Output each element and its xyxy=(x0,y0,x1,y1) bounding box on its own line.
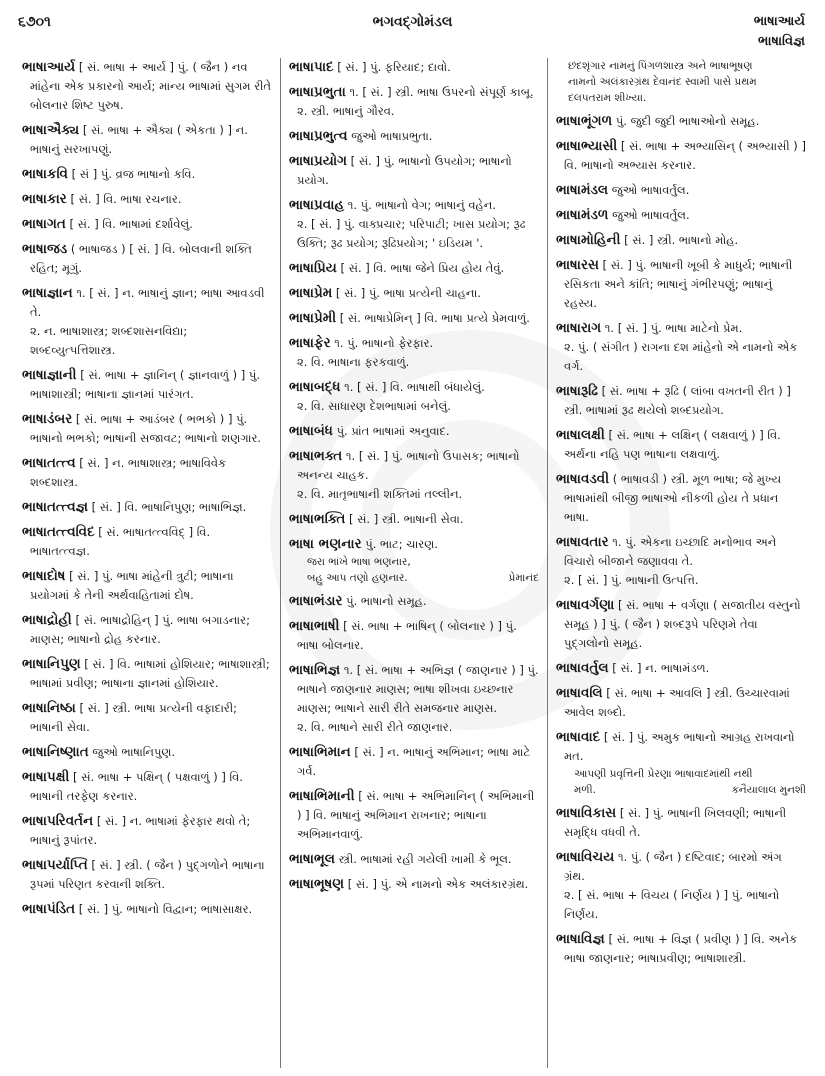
page-number: ૬૭૦૧ xyxy=(18,14,51,30)
definition: [ સં. ] પું. એ નામનો એક અલંકારગ્રંથ. xyxy=(347,877,529,891)
dictionary-entry xyxy=(22,743,272,762)
definition: [ સં. ભાષા + જ્ઞાનિન્ ( જ્ઞાનવાળું ) ] પું. ભાષાશાસ્ત્રી; ભાષાના જ્ઞાનમાં પારંગત. xyxy=(30,368,260,401)
headword: ભાષાભક્તિ xyxy=(289,511,346,527)
column-right xyxy=(547,58,814,1068)
headword: ભાષાઐક્ય xyxy=(22,122,80,138)
quote-line: દલપતરામ શીખ્યા. xyxy=(568,92,647,104)
headword: ભાષાજડ xyxy=(22,241,68,257)
definition: [ સં. ભાષા + અભિમાનિન્ ( અભિમાની ) ] વિ. ભાષાનું અભિમાન રાખનાર; ભાષાના અભિમાનવાળું. xyxy=(297,789,535,841)
dictionary-entry xyxy=(22,58,272,115)
headword: ભાષાલક્ષી xyxy=(556,427,605,443)
headword: ભાષાપક્ષી xyxy=(22,769,70,785)
definition: [ સં. ભાષા + અભ્યાસિન્ ( અભ્યાસી ) ] વિ. ભાષાનો અભ્યાસ કરનાર. xyxy=(564,139,806,172)
headword: ભાષાતત્ત્વ xyxy=(22,455,76,471)
dictionary-entry xyxy=(22,284,272,360)
headword: ભાષારૂઢિ xyxy=(556,383,598,399)
definition: [ સં. ભાષા + વિજ્ઞ ( પ્રવીણ ) ] વિ. અનેક ભાષા જાણનાર; ભાષાપ્રવીણ; ભાષાશાસ્ત્રી. xyxy=(564,932,798,965)
sense: ૨. વિ. ભાષાને સારી રીતે જાણનાર. xyxy=(297,720,453,734)
dictionary-entry xyxy=(22,121,272,159)
guide-word-last: ભાષાવિજ્ઞ xyxy=(758,34,805,49)
definition: ૧. [ સં. ] ન. ભાષાનું જ્ઞાન; ભાષા આવડવી તે. xyxy=(30,286,265,319)
dictionary-entry xyxy=(22,856,272,894)
column-left xyxy=(14,58,280,1068)
headword: ભાષાબંધ xyxy=(289,423,333,439)
definition: ૧. પું. એકના ઇચ્છાદિ મનોભાવ અને વિચારો બીજાને જણાવવા તે. xyxy=(564,535,777,568)
sense: ૨. ન. ભાષાશાસ્ત્ર; શબ્દશાસનવિદ્યા; શબ્દવ્યુત્પત્તિશાસ્ત્ર. xyxy=(30,324,188,357)
definition: [ સં. ] પું. ભાષાની ખૂબી કે માધુર્ય; ભાષાની રસિકતા અને કાંતિ; ભાષાનું ગંભીરપણું; ભાષાનું રહસ્ય. xyxy=(564,258,793,310)
dictionary-entry xyxy=(556,470,806,527)
headword: ભાષાતત્ત્વજ્ઞ xyxy=(22,499,88,515)
dictionary-entry xyxy=(556,659,806,678)
definition: [ સં. ભાષા + પક્ષિન્ ( પક્ષવાળું ) ] વિ. ભાષાની તરફેણ કરનાર. xyxy=(30,770,243,803)
quotation-author: કનૈયાલાલ મુનશી xyxy=(731,784,806,796)
definition: પું. પ્રાંત ભાષામાં અનુવાદ. xyxy=(336,424,450,438)
dictionary-entry xyxy=(289,58,539,77)
headword: ભાષાનિષ્ણાત xyxy=(22,744,89,760)
dictionary-entry xyxy=(22,410,272,448)
definition: જુઓ ભાષાવર્તુલ. xyxy=(612,208,690,222)
dictionary-entry xyxy=(289,875,539,894)
dictionary-entry xyxy=(556,112,806,131)
headword: ભાષાવિજ્ઞ xyxy=(556,931,605,947)
headword: ભાષામોહિની xyxy=(556,232,621,248)
headword: ભાષાભૂલ xyxy=(289,851,335,867)
dictionary-entry xyxy=(556,848,806,924)
headword: ભાષાભાષી xyxy=(289,618,340,634)
headword: ભાષાપ્રવાહ xyxy=(289,197,345,213)
quotation-line xyxy=(556,782,806,798)
headword: ભાષાવર્ગણા xyxy=(556,597,615,613)
definition: [ સં. ] પું. અમુક ભાષાનો આગ્રહ રાખવાનો મત. xyxy=(564,730,795,763)
definition: [ સં. ] ન. ભાષાશાસ્ત્ર; ભાષાવિવેક શબ્દશાસ્ત્ર. xyxy=(30,456,227,489)
dictionary-entry xyxy=(556,426,806,464)
definition: [ સં. ] પું. ભાષાનો ઉપયોગ; ભાષાનો પ્રયોગ. xyxy=(297,154,512,187)
dictionary-entry xyxy=(556,319,806,376)
definition: ૧. [ સં. ] વિ. ભાષાથી બંધાયેલું. xyxy=(344,380,485,394)
definition: [ સં ] પું. વ્રજ ભાષાનો કવિ. xyxy=(71,167,196,181)
definition: [ સં. ભાષા + ભાષિન્ ( બોલનાર ) ] પું. ભાષા બોલનાર. xyxy=(297,619,517,652)
dictionary-entry xyxy=(289,447,539,504)
dictionary-entry xyxy=(22,699,272,737)
dictionary-entry xyxy=(289,787,539,844)
quotation-line xyxy=(556,766,806,782)
headword: ભાષાપ્રયોગ xyxy=(289,153,348,169)
dictionary-entry xyxy=(556,382,806,420)
definition: [ સં. ભાષા + આવલિ ] સ્ત્રી. ઉચ્ચારવામાં આવેલ શબ્દો. xyxy=(564,686,790,719)
dictionary-entry xyxy=(289,309,539,328)
dictionary-entry xyxy=(289,743,539,781)
dictionary-entry xyxy=(289,850,539,869)
dictionary-entry xyxy=(22,768,272,806)
definition: જુઓ ભાષાપ્રભુતા. xyxy=(351,129,433,143)
dictionary-entry xyxy=(556,256,806,313)
definition: [ સં. ] ન. ભાષાનું અભિમાન; ભાષા માટે ગર્વ. xyxy=(297,745,531,778)
definition: ( ભાષાવડી ) સ્ત્રી. મૂળ ભાષા; જે મુખ્ય ભાષામાંથી બીજી ભાષાઓ નીકળી હોય તે પ્રધાન ભાષા. xyxy=(564,472,782,524)
definition: [ સં. ] સ્ત્રી. ભાષાનો મોહ. xyxy=(624,233,739,247)
headword: ભાષાપંડિત xyxy=(22,901,76,917)
definition: [ સં. ] સ્ત્રી. ભાષાની સેવા. xyxy=(348,512,464,526)
headword: ભાષારસ xyxy=(556,257,599,273)
headword: ભાષાવડવી xyxy=(556,471,610,487)
definition: [ સં. ] ન. ભાષામાં ફેરફાર થવો તે; ભાષાનું રૂપાંતર. xyxy=(30,814,251,847)
headword: ભાષાબદ્ધ xyxy=(289,379,341,395)
definition: [ સં. ] વિ. ભાષામાં હોશિયાર; ભાષાશાસ્ત્રી; ભાષામાં પ્રવીણ; ભાષાના જ્ઞાનમાં હોશિયાર. xyxy=(30,657,270,690)
headword: ભાષાનિષ્ઠા xyxy=(22,700,76,716)
definition: ૧. [ સં. ભાષા + અભિજ્ઞ ( જાણનાર ) ] પું. ભાષાને જાણનાર માણસ; ભાષા શીખવા ઇચ્છનાર માણસ; ભાષાને સારી રીતે સમજનાર માણસ. xyxy=(297,663,539,715)
definition: પું. જુદી જુદી ભાષાઓનો સમૂહ. xyxy=(615,114,760,128)
headword: ભાષાજ્ઞાની xyxy=(22,367,77,383)
definition: [ સં. ભાષા + ઐક્ય ( એકતા ) ] ન. ભાષાનું સરખાપણું. xyxy=(30,123,248,156)
definition: [ સં. ભાષાદ્રોહિન્ ] પું. ભાષા બગાડનાર; માણસ; ભાષાનો દ્રોહ કરનાર. xyxy=(30,613,250,646)
headword: ભાષાભિમાન xyxy=(289,744,351,760)
headword: ભાષાકવિ xyxy=(22,166,68,182)
definition: ૧. પું. ભાષાનો ફેરફાર. xyxy=(334,336,434,350)
dictionary-entry xyxy=(556,137,806,175)
definition: જુઓ ભાષાનિપુણ. xyxy=(92,745,176,759)
dictionary-entry xyxy=(22,655,272,693)
dictionary-entry xyxy=(556,684,806,722)
dictionary-entry xyxy=(556,231,806,250)
dictionary-entry xyxy=(289,422,539,441)
definition: ( ભાષાજડ ) [ સં. ] વિ. બોલવાની શક્તિ રહિત; મૂગું. xyxy=(30,242,252,275)
dictionary-entry xyxy=(289,378,539,416)
sense: ૨. વિ. માતૃભાષાની શક્તિમાં તલ્લીન. xyxy=(297,487,463,501)
guide-word-first: ભાષાઆર્ય xyxy=(753,14,805,29)
dictionary-entry xyxy=(556,728,806,798)
headword: ભાષાકાર xyxy=(22,191,67,207)
headword: ભાષાવિકાસ xyxy=(556,805,617,821)
dictionary-entry xyxy=(289,661,539,737)
guide-words xyxy=(754,12,805,52)
headword: ભાષાતત્ત્વવિદ xyxy=(22,524,95,540)
headword: ભાષાપ્રેમ xyxy=(289,285,333,301)
dictionary-entry xyxy=(289,259,539,278)
definition: [ સં. ] વિ. ભાષા રચનાર. xyxy=(70,192,182,206)
sense: ૨. પું. ( સંગીત ) રાગના દશ માંહેનો એ નામનો એક વર્ગ. xyxy=(564,340,798,373)
dictionary-entry xyxy=(22,215,272,234)
dictionary-entry xyxy=(289,535,539,586)
definition: ૧. પું. ( જૈન ) દષ્ટિવાદ; બારમો અંગ ગ્રંથ. xyxy=(564,850,782,883)
quotation-line xyxy=(289,570,539,586)
dictionary-entry xyxy=(556,533,806,590)
headword: ભાષામંડલ xyxy=(556,182,609,198)
definition: [ સં. ભાષા + લક્ષિન્ ( લક્ષવાળું ) ] વિ. અર્થના નહિ પણ ભાષાના લક્ષવાળું. xyxy=(564,428,781,461)
definition: [ સં. ભાષા + આડંબર ( ભભકો ) ] પું. ભાષાનો ભભકો; ભાષાની સજાવટ; ભાષાનો શણગાર. xyxy=(30,412,262,445)
definition: [ સં. ] સ્ત્રી. ભાષા પ્રત્યેની વફાદારી; ભાષાની સેવા. xyxy=(30,701,237,734)
dictionary-entry xyxy=(22,567,272,605)
dictionary-entry xyxy=(556,596,806,653)
dictionary-entry xyxy=(289,83,539,121)
dictionary-entry xyxy=(556,181,806,200)
sense: ૨. [ સં. ભાષા + વિચય ( નિર્ણય ) ] પું. ભાષાનો નિર્ણય. xyxy=(564,888,780,921)
headword: ભાષાપરિવર્તન xyxy=(22,813,94,829)
headword: ભાષાપાદ xyxy=(289,59,334,75)
headword: ભાષાભંડાર xyxy=(289,593,343,609)
quote-line: છંદશૃંગાર નામનું પિંગળશાસ્ત્ર અને ભાષાભૂષણ xyxy=(568,60,753,72)
headword: ભાષાવિચય xyxy=(556,849,615,865)
headword: ભાષાઆર્ય xyxy=(22,59,76,75)
headword: ભાષાદોષ xyxy=(22,568,66,584)
definition: [ સં. ] વિ. ભાષા જેને પ્રિય હોય તેવું. xyxy=(340,261,505,275)
dictionary-entry xyxy=(22,454,272,492)
dictionary-entry xyxy=(22,498,272,517)
dictionary-entry xyxy=(289,127,539,146)
headword: ભાષાભૂંગળ xyxy=(556,113,613,129)
definition: [ સં. ] ન. ભાષામંડળ. xyxy=(612,661,710,675)
definition: પું. ભાટ; ચારણ. xyxy=(365,537,438,551)
definition: ૧. પું. ભાષાનો વેગ; ભાષાનું વહેન. xyxy=(347,198,496,212)
dictionary-entry xyxy=(22,812,272,850)
dictionary-entry xyxy=(22,611,272,649)
headword: ભાષાપ્રેમી xyxy=(289,310,337,326)
dictionary-entry xyxy=(556,206,806,225)
headword: ભાષાભિમાની xyxy=(289,788,355,804)
headword: ભાષાપ્રભુત્વ xyxy=(289,128,348,144)
definition: [ સં. ] સ્ત્રી. ( જૈન ) પુદ્ગળોને ભાષાના રૂપમાં પરિણત કરવાની શક્તિ. xyxy=(30,858,265,891)
dictionary-entry xyxy=(289,510,539,529)
column-middle xyxy=(280,58,547,1068)
definition: [ સં. ] વિ. ભાષાનિપુણ; ભાષાભિજ્ઞ. xyxy=(91,500,247,514)
definition: [ સં. ભાષાતત્ત્વવિદ્ ] વિ. ભાષાતત્ત્વજ્ઞ. xyxy=(30,525,211,558)
definition: [ સં. ભાષા + વર્ગણા ( સજાતીય વસ્તુનો સમૂહ ) ] પું. ( જૈન ) શબ્દરૂપે પરિણમે તેવા પુદ્ગલોનો સમૂહ. xyxy=(564,598,801,650)
headword: ભાષારાગ xyxy=(556,320,602,336)
definition: [ સં. ભાષા + આર્ય ] પું. ( જૈન ) નવ માંહેના એક પ્રકારનો આર્ય; માન્ય ભાષામાં સુગમ રીતે બોલનાર શિષ્ટ પુરુષ. xyxy=(30,60,272,112)
quote-continuation xyxy=(556,58,806,106)
page-header xyxy=(0,0,825,56)
headword: ભાષાફેર xyxy=(289,335,331,351)
dictionary-entry xyxy=(22,366,272,404)
headword: ભાષાવર્તુલ xyxy=(556,660,609,676)
dictionary-entry xyxy=(289,152,539,190)
quotation-text: આપણી પ્રવૃત્તિની પ્રેરણા ભાષાવાદમાંથી નથી xyxy=(574,768,753,780)
headword: ભાષાપ્રભુતા xyxy=(289,84,346,100)
definition: [ સં. ] પું. ભાષા માંહેની ત્રુટી; ભાષાના પ્રયોગમાં કે તેની અર્થવાહિતામાં દોષ. xyxy=(30,569,234,602)
definition: જુઓ ભાષાવર્તુલ. xyxy=(611,183,690,197)
sense: ૨. સ્ત્રી. ભાષાનું ગૌરવ. xyxy=(297,104,395,118)
dictionary-entry xyxy=(556,930,806,968)
headword: ભાષાભ્યાસી xyxy=(556,138,618,154)
definition: સ્ત્રી. ભાષામાં રહી ગયેલી ખામી કે ભૂલ. xyxy=(338,852,512,866)
headword: ભાષાભિજ્ઞ xyxy=(289,662,341,678)
headword: ભાષાવલિ xyxy=(556,685,603,701)
quote-line: નામનો અલંકારગ્રંથ દેવાનંદ સ્વામી પાસે પ્રથમ xyxy=(568,76,757,88)
definition: [ સં. ] પું. ભાષા પ્રત્યેની ચાહના. xyxy=(335,286,481,300)
sense: ૨. [ સં. ] પું. વાક્પ્રચાર; પરિપાટી; ખાસ પ્રયોગ; રૂઢ ઉક્તિ; રૂઢ પ્રયોગ; રૂઢિપ્રયોગ; ' ઇડિયમ '. xyxy=(297,217,526,250)
dictionary-entry xyxy=(289,617,539,655)
headword: ભાષામંડળ xyxy=(556,207,609,223)
dictionary-entry xyxy=(22,165,272,184)
headword: ભાષાભક્ત xyxy=(289,448,343,464)
quotation-author: પ્રેમાનંદ xyxy=(508,572,539,584)
definition: [ સં. ] પું. ફરિયાદ; દાવો. xyxy=(337,60,451,74)
headword: ભાષાવાદ xyxy=(556,729,601,745)
definition: ૧. [ સં. ] સ્ત્રી. ભાષા ઉપરનો સંપૂર્ણ કાબૂ. xyxy=(349,85,534,99)
headword: ભાષાજ્ઞાન xyxy=(22,285,73,301)
dictionary-entry xyxy=(556,804,806,842)
dictionary-entry xyxy=(22,190,272,209)
sense: ૨. વિ. ભાષાના ફરકવાળું. xyxy=(297,355,410,369)
quotation-line xyxy=(289,554,539,570)
dictionary-entry xyxy=(22,900,272,919)
sense: ૨. વિ. સાધારણ દેશભાષામાં બનેલું. xyxy=(297,399,451,413)
running-title: ભગવદ્ગોમંડલ xyxy=(372,14,453,30)
headword: ભાષા ભણનાર xyxy=(289,536,362,552)
headword: ભાષાદ્રોહી xyxy=(22,612,72,628)
definition: [ સં. ] પું. ભાષાનો વિદ્વાન; ભાષાસાક્ષર. xyxy=(78,902,253,916)
headword: ભાષાપ્રિય xyxy=(289,260,337,276)
definition: [ સં. ] પું. ભાષાની ખિલવણી; ભાષાની સમૃદ્ધિ વધવી તે. xyxy=(564,806,787,839)
headword: ભાષાગત xyxy=(22,216,66,232)
sense: ૨. [ સં. ] પું. ભાષાની ઉત્પત્તિ. xyxy=(564,573,699,587)
quotation-text: મળી. xyxy=(574,784,596,796)
definition: ૧. [ સં. ] પું. ભાષાનો ઉપાસક; ભાષાનો અનન્ય ચાહક. xyxy=(297,449,520,482)
headword: ભાષાનિપુણ xyxy=(22,656,81,672)
headword: ભાષાવતાર xyxy=(556,534,609,550)
dictionary-entry xyxy=(289,284,539,303)
definition: [ સં. ભાષાપ્રેમિન્ ] વિ. ભાષા પ્રત્યે પ્રેમવાળું. xyxy=(339,311,530,325)
dictionary-entry xyxy=(289,334,539,372)
quotation-text: બહુ આપ તણો હણનાર. xyxy=(307,572,408,584)
dictionary-columns xyxy=(14,58,814,1068)
headword: ભાષાપર્યાપ્તિ xyxy=(22,857,88,873)
definition: [ સં. ભાષા + રૂઢિ ( લાંબા વખતની રીત ) ] સ્ત્રી. ભાષામાં રૂઢ થયેલો શબ્દપ્રયોગ. xyxy=(564,384,791,417)
dictionary-entry xyxy=(289,592,539,611)
definition: પું. ભાષાનો સમૂહ. xyxy=(346,594,427,608)
definition: [ સં. ] વિ. ભાષામાં દર્શાવેલું. xyxy=(69,217,193,231)
headword: ભાષાભૂષણ xyxy=(289,876,345,892)
definition: ૧. [ સં. ] પું. ભાષા માટેનો પ્રેમ. xyxy=(604,321,743,335)
dictionary-entry xyxy=(22,523,272,561)
quotation-text: જરા ભાંખે ભાષા ભણનાર, xyxy=(307,556,411,568)
headword: ભાષાડંબર xyxy=(22,411,73,427)
dictionary-entry xyxy=(22,240,272,278)
dictionary-entry xyxy=(289,196,539,253)
